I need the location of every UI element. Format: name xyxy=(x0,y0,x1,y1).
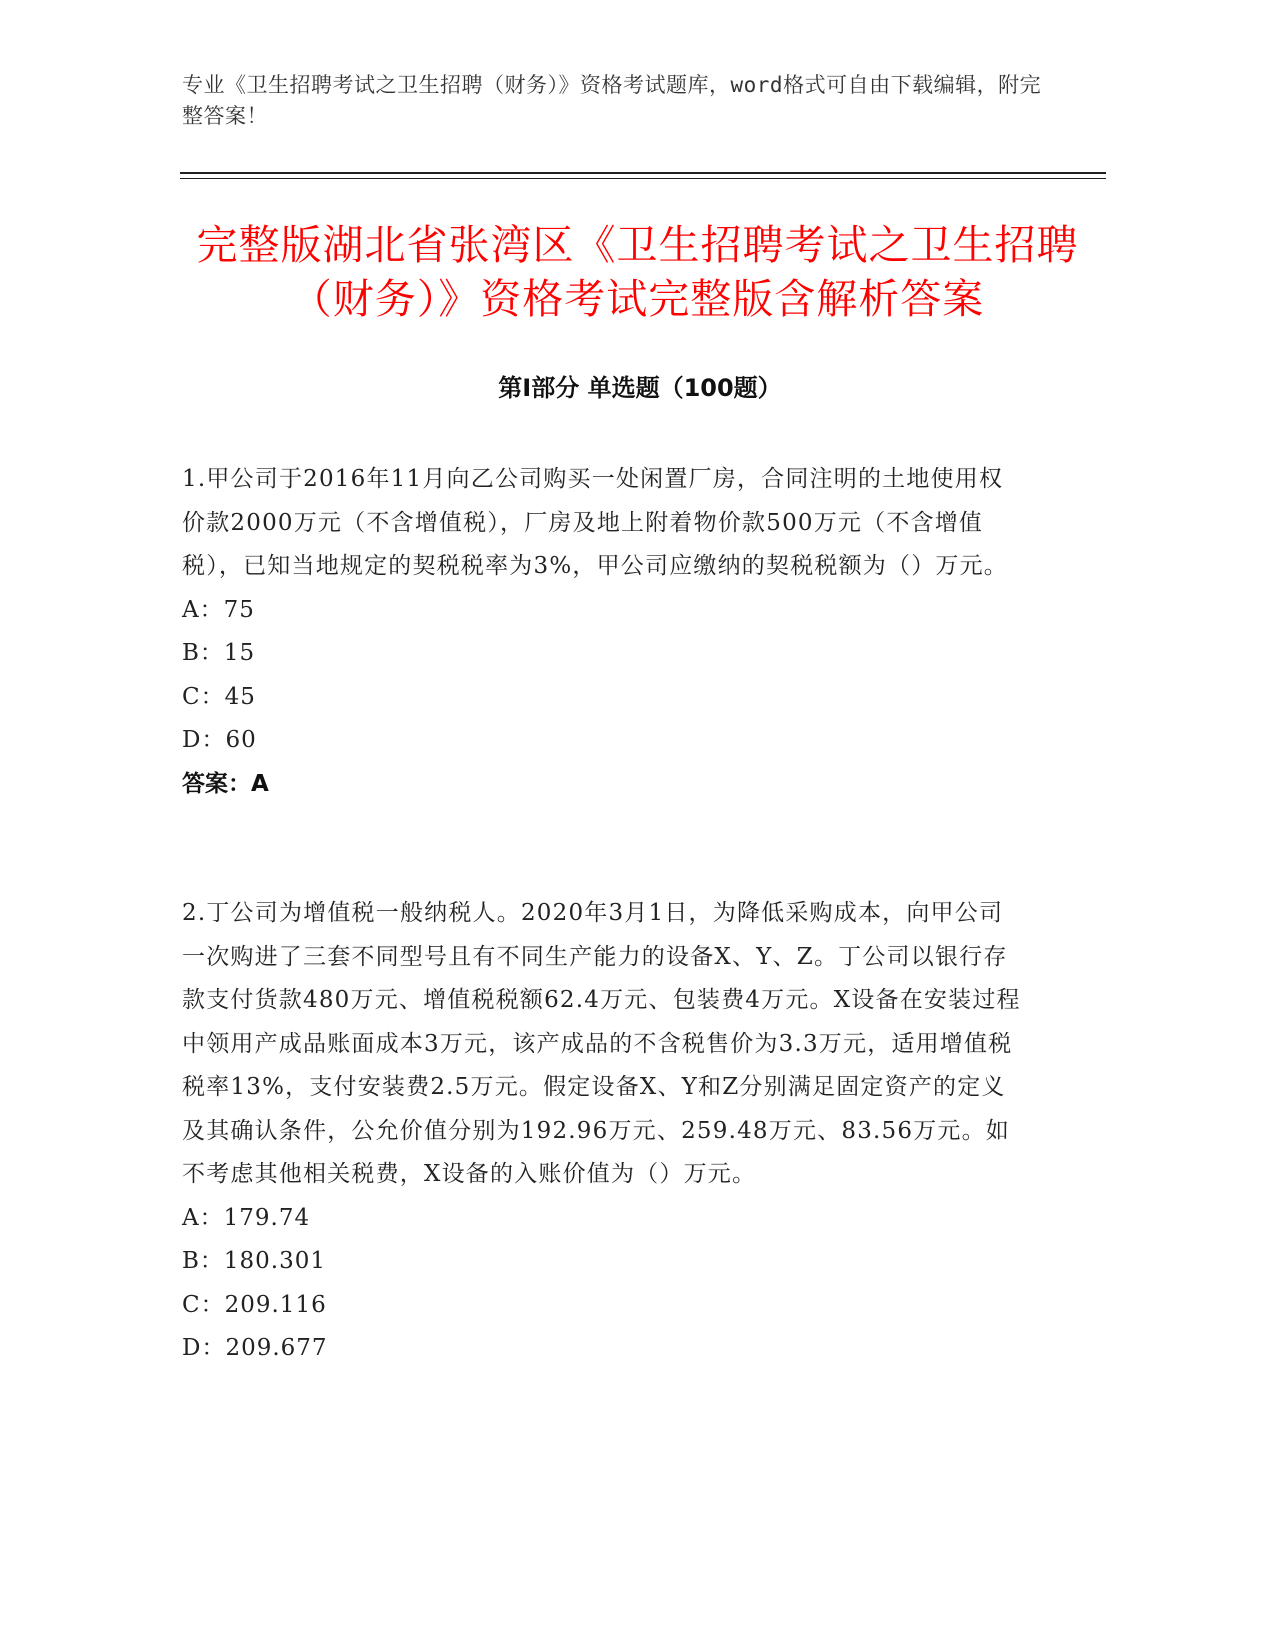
question-2 xyxy=(182,892,1024,1371)
header-note: 专业《卫生招聘考试之卫生招聘（财务）》资格考试题库，word格式可自由下载编辑，附完整答案！ xyxy=(182,73,1042,128)
answer-label: 答案：A xyxy=(182,770,269,797)
option-b: B：180.301 xyxy=(182,1248,327,1274)
header-divider-thin xyxy=(180,178,1106,179)
option-d: D：209.677 xyxy=(182,1335,328,1361)
document-title: 完整版湖北省张湾区《卫生招聘考试之卫生招聘（财务）》资格考试完整版含解析答案 xyxy=(196,221,1079,323)
question-stem: 2.丁公司为增值税一般纳税人。2020年3月1日，为降低采购成本，向甲公司一次购进了三套不同型号且有不同生产能力的设备X、Y、Z。丁公司以银行存款支付货款480万元、增值税税额62.4万元、包装费4万元。X设备在安装过程中领用产成品账面成本3万元，该产成品的不含税售价为3.3万元，适用增值税税率13%，支付安装费2.5万元。假定设备X、Y和Z分别满足固定资产的定义及其确认条件，公允价值分别为192.96万元、259.48万元、83.56万元。如不考虑其他相关税费，X设备的入账价值为（）万元。 xyxy=(182,900,1021,1187)
option-a: A：179.74 xyxy=(182,1204,311,1231)
option-d: D：60 xyxy=(182,727,257,753)
option-list xyxy=(182,589,1024,763)
option-c: C：209.116 xyxy=(182,1291,327,1318)
option-c: C：45 xyxy=(182,683,256,710)
question-1 xyxy=(182,458,1024,806)
header-divider-thick xyxy=(180,172,1106,174)
option-a: A：75 xyxy=(182,596,255,623)
option-list xyxy=(182,1197,1024,1371)
question-stem: 1.甲公司于2016年11月向乙公司购买一处闲置厂房，合同注明的土地使用权价款2000万元（不含增值税），厂房及地上附着物价款500万元（不含增值税），已知当地规定的契税税率为3%，甲公司应缴纳的契税税额为（）万元。 xyxy=(182,466,1008,579)
option-b: B：15 xyxy=(182,640,256,666)
section-heading: 第I部分 单选题（100题） xyxy=(498,374,782,402)
